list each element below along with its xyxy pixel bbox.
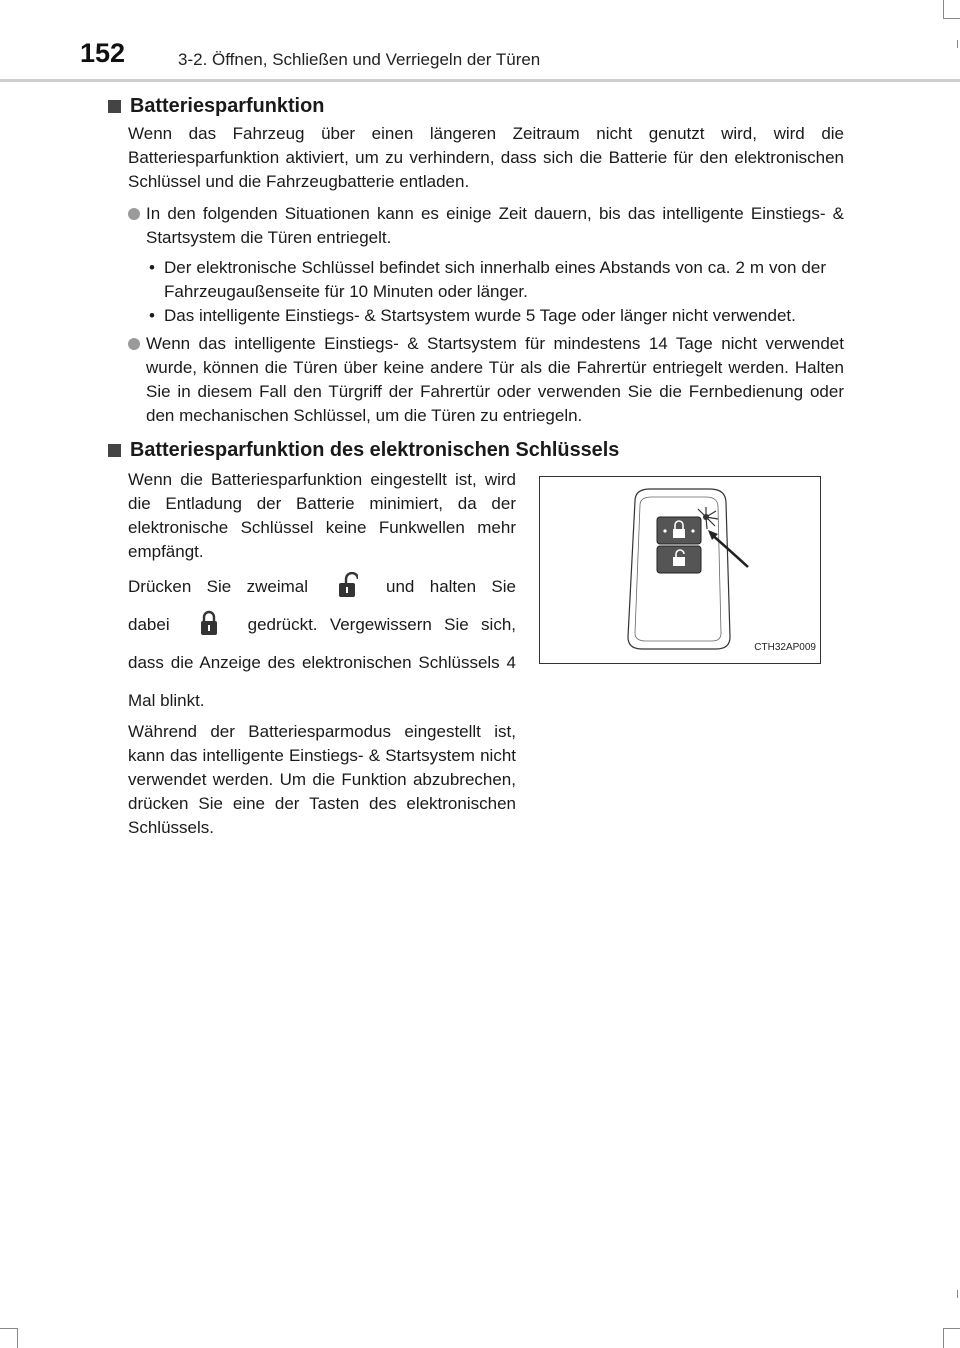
paragraph-text: gedrückt. Vergewissern Sie sich, dass die Anzeige des elektronischen Schlüssels 4 Mal blinkt.	[128, 615, 516, 710]
crop-mark	[943, 1328, 944, 1348]
intro-paragraph: Wenn das Fahrzeug über einen längeren Zeitraum nicht genutzt wird, wird die Batteriesparfunktion aktiviert, um zu verhindern, dass sich die Batterie für den elektronischen Schlüssel und die Fahrzeugbatterie entladen.	[128, 124, 844, 191]
section-title: 3-2. Öffnen, Schließen und Verriegeln der Türen	[178, 50, 541, 69]
figure-code: CTH32AP009	[754, 642, 816, 653]
page-header	[0, 0, 960, 84]
paragraph	[128, 568, 516, 720]
header-rule	[0, 79, 960, 82]
sub-bullet-marker: •	[149, 306, 155, 325]
list-item-text: In den folgenden Situationen kann es einige Zeit dauern, bis das intelligente Einstiegs- & Startsystem die Türen entriegelt.	[146, 204, 844, 247]
square-bullet-icon	[108, 100, 121, 113]
sub-list-item-text: Der elektronische Schlüssel befindet sich innerhalb eines Abstands von ca. 2 m von der Fahrzeugaußenseite für 10 Minuten oder länger.	[164, 258, 826, 301]
page-content	[108, 94, 844, 840]
round-bullet-icon	[128, 208, 140, 220]
round-bullet-icon	[128, 338, 140, 350]
sub-list-item	[146, 304, 844, 328]
crop-mark	[0, 1328, 17, 1329]
sub-bullet-marker: •	[149, 258, 155, 277]
crop-mark	[943, 0, 944, 18]
paragraph-text: Drücken Sie zweimal	[128, 577, 309, 596]
sub-list-item-text: Das intelligente Einstiegs- & Startsystem wurde 5 Tage oder länger nicht verwendet.	[164, 306, 796, 325]
section-heading-text: Batteriesparfunktion des elektronischen Schlüssels	[130, 439, 620, 461]
paragraph-text: und halten Sie dabei	[128, 577, 516, 634]
crop-mark	[17, 1328, 18, 1348]
square-bullet-icon	[108, 444, 121, 457]
section-heading-text: Batteriesparfunktion	[130, 95, 325, 117]
crop-mark	[957, 40, 958, 48]
list-item	[128, 332, 844, 428]
list-item-text: Wenn das intelligente Einstiegs- & Startsystem für mindestens 14 Tage nicht verwendet wurde, können die Türen über keine andere Tür als die Fahrertür entriegelt werden. Halten Sie in diesem Fall den Türgriff der Fahrertür oder verwenden Sie die Fernbedienung oder den mechanischen Schlüssel, um die Türen zu entriegeln.	[146, 334, 844, 425]
crop-mark	[943, 1328, 960, 1329]
list-item	[128, 202, 844, 250]
section-heading	[108, 438, 844, 462]
electronic-key-figure	[539, 476, 821, 664]
crop-mark	[943, 18, 960, 19]
lock-icon	[198, 610, 220, 636]
key-battery-text	[128, 468, 516, 840]
paragraph: Während der Batteriesparmodus eingestellt ist, kann das intelligente Einstiegs- & Startsystem nicht verwendet werden. Um die Funktion abzubrechen, drücken Sie eine der Tasten des elektronischen Schlüssels.	[128, 722, 516, 837]
paragraph: Wenn die Batteriesparfunktion eingestellt ist, wird die Entladung der Batterie minimiert, da der elektronische Schlüssel keine Funkwellen mehr empfängt.	[128, 470, 516, 561]
sub-list-item	[146, 256, 844, 304]
unlock-icon	[336, 572, 358, 598]
page-number: 152	[80, 38, 126, 68]
key-battery-section	[108, 468, 844, 840]
crop-mark	[957, 1290, 958, 1298]
section-heading	[108, 94, 844, 118]
